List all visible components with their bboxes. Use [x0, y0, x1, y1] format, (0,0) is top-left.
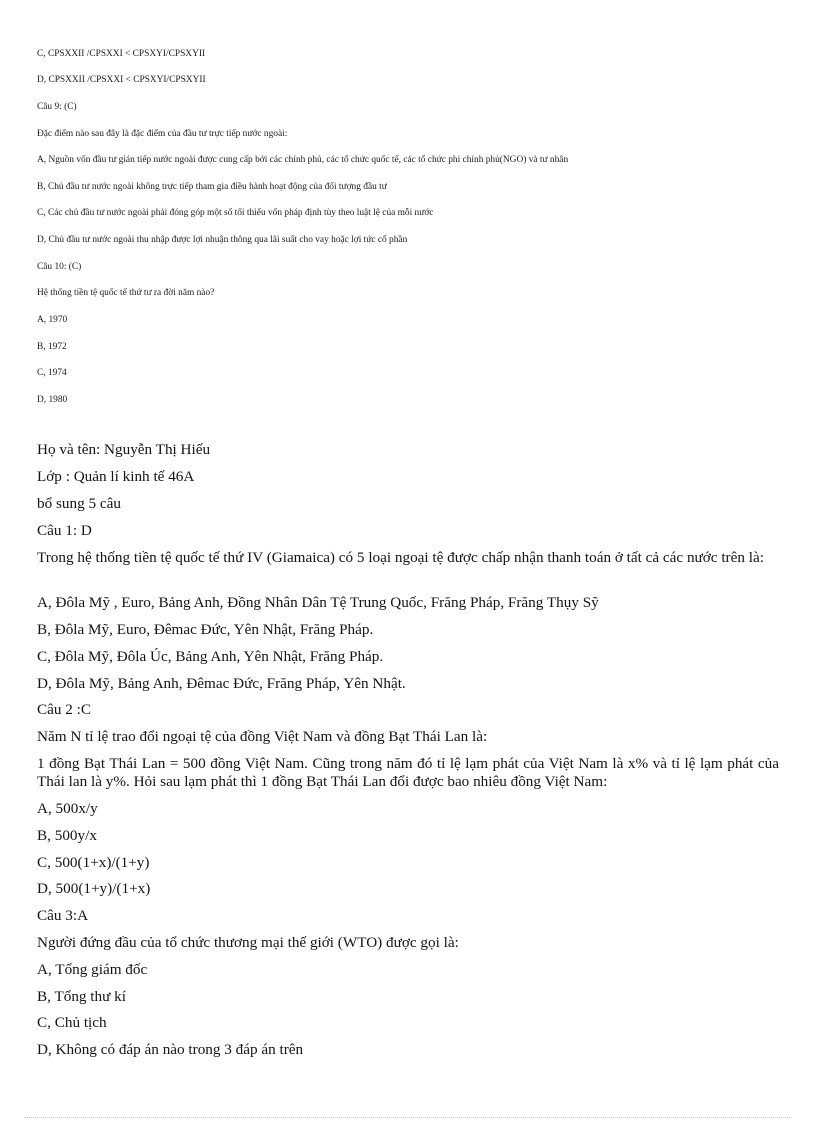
question-9-heading: Câu 9: (C)	[37, 102, 77, 112]
question-1-option-a: A, Đôla Mỹ , Euro, Bảng Anh, Đồng Nhân Dân Tệ Trung Quốc, Frăng Pháp, Frăng Thụy Sỹ	[37, 594, 599, 611]
question-10-heading: Câu 10: (C)	[37, 262, 82, 272]
question-2-option-b: B, 500y/x	[37, 827, 97, 844]
page-bottom-divider	[24, 1117, 792, 1118]
question-2-option-a: A, 500x/y	[37, 800, 98, 817]
student-name: Họ và tên: Nguyễn Thị Hiếu	[37, 441, 211, 458]
question-10-option-d: D, 1980	[37, 395, 68, 405]
question-9-option-c: C, Các chủ đầu tư nước ngoài phải đóng góp một số tối thiểu vốn pháp định tùy theo luật lệ của mỗi nước	[37, 208, 434, 218]
question-10-option-b: B, 1972	[37, 342, 67, 352]
question-3-option-a: A, Tổng giám đốc	[37, 961, 148, 978]
question-10-option-c: C, 1974	[37, 368, 67, 378]
student-class: Lớp : Quản lí kinh tế 46A	[37, 468, 195, 485]
question-1-option-d: D, Đôla Mỹ, Bảng Anh, Đêmac Đức, Frăng Pháp, Yên Nhật.	[37, 675, 406, 692]
question-9-option-b: B, Chủ đầu tư nước ngoài không trực tiếp tham gia điều hành hoạt động của đối tượng đầu tư	[37, 182, 387, 192]
question-3-option-b: B, Tổng thư kí	[37, 988, 126, 1005]
question-9-option-a: A, Nguồn vốn đầu tư gián tiếp nước ngoài được cung cấp bởi các chính phủ, các tổ chức quốc tế, các tổ chức phi chính phủ(NGO) và tư nhân	[37, 155, 569, 165]
question-2-detail: 1 đồng Bạt Thái Lan = 500 đồng Việt Nam. Cũng trong năm đó tỉ lệ lạm phát của Việt Nam là x% và tỉ lệ lạm phát của Thái lan là y%. Hỏi sau lạm phát thì 1 đồng Bạt Thái Lan đổi được bao nhiêu đồng Việt Nam:	[37, 755, 779, 790]
question-2-text: Năm N tỉ lệ trao đổi ngoại tệ của đồng Việt Nam và đồng Bạt Thái Lan là:	[37, 728, 488, 745]
question-10-option-a: A, 1970	[37, 315, 68, 325]
question-3-heading: Câu 3:A	[37, 907, 89, 924]
supplement-note: bổ sung 5 câu	[37, 495, 121, 512]
question-1-heading: Câu 1: D	[37, 522, 92, 539]
question-1-option-b: B, Đôla Mỹ, Euro, Đêmac Đức, Yên Nhật, Frăng Pháp.	[37, 621, 374, 638]
question-9-text: Đặc điểm nào sau đây là đặc điểm của đầu tư trực tiếp nước ngoài:	[37, 129, 288, 139]
question-3-option-c: C, Chủ tịch	[37, 1014, 107, 1031]
question-10-text: Hệ thống tiền tệ quốc tế thứ tư ra đời năm nào?	[37, 288, 215, 298]
question-3-text: Người đứng đầu của tổ chức thương mại thế giới (WTO) được gọi là:	[37, 934, 459, 951]
option-d-cps: D, CPSXXII /CPSXXI < CPSXYI/CPSXYII	[37, 75, 206, 85]
question-2-option-d: D, 500(1+y)/(1+x)	[37, 880, 151, 897]
option-c-cps: C, CPSXXII /CPSXXI < CPSXYI/CPSXYII	[37, 49, 206, 59]
question-1-text: Trong hệ thống tiền tệ quốc tế thứ IV (Giamaica) có 5 loại ngoại tệ được chấp nhận thanh toán ở tất cả các nước trên là:	[37, 549, 764, 566]
question-9-option-d: D, Chủ đầu tư nước ngoài thu nhập được lợi nhuận thông qua lãi suất cho vay hoặc lợi tức cổ phần	[37, 235, 408, 245]
question-2-option-c: C, 500(1+x)/(1+y)	[37, 854, 150, 871]
question-2-heading: Câu 2 :C	[37, 701, 92, 718]
question-1-option-c: C, Đôla Mỹ, Đôla Úc, Bảng Anh, Yên Nhật, Frăng Pháp.	[37, 648, 384, 665]
question-3-option-d: D, Không có đáp án nào trong 3 đáp án trên	[37, 1041, 304, 1058]
